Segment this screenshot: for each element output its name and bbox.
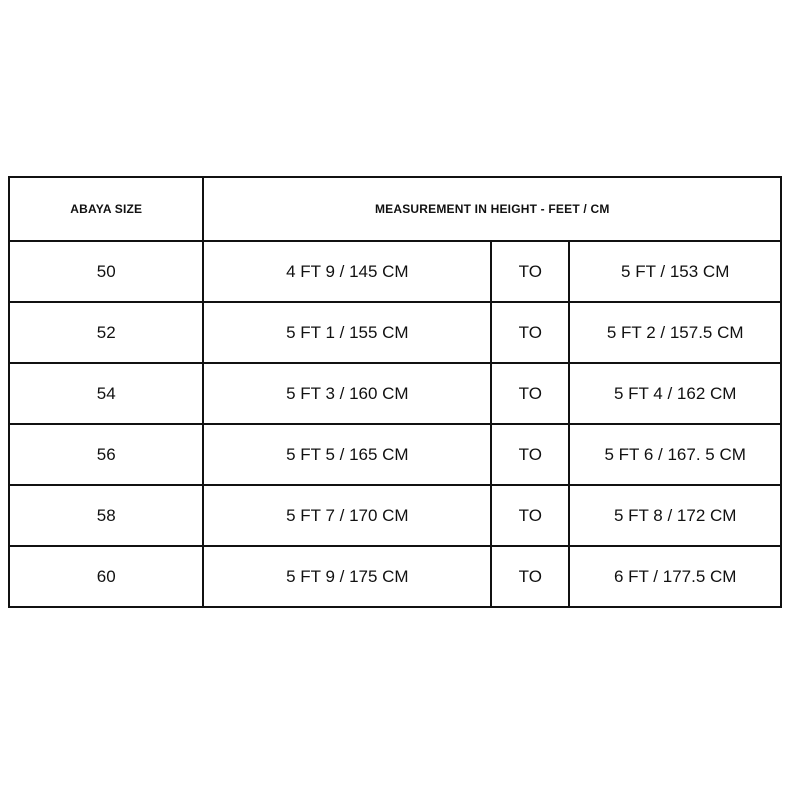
size-cell: 58 [9, 485, 203, 546]
size-cell: 50 [9, 241, 203, 302]
height-from-cell: 5 FT 9 / 175 CM [203, 546, 491, 607]
header-abaya-size: ABAYA SIZE [9, 177, 203, 241]
to-cell: TO [491, 424, 569, 485]
to-cell: TO [491, 302, 569, 363]
height-from-cell: 5 FT 1 / 155 CM [203, 302, 491, 363]
table-header-row [9, 177, 781, 241]
size-chart-table [8, 176, 782, 608]
to-cell: TO [491, 485, 569, 546]
table-row [9, 302, 781, 363]
to-cell: TO [491, 546, 569, 607]
height-from-cell: 5 FT 7 / 170 CM [203, 485, 491, 546]
height-from-cell: 5 FT 3 / 160 CM [203, 363, 491, 424]
size-cell: 52 [9, 302, 203, 363]
table-row [9, 546, 781, 607]
height-from-cell: 4 FT 9 / 145 CM [203, 241, 491, 302]
table-row [9, 241, 781, 302]
to-cell: TO [491, 363, 569, 424]
height-to-cell: 5 FT 4 / 162 CM [569, 363, 781, 424]
height-to-cell: 5 FT 8 / 172 CM [569, 485, 781, 546]
height-to-cell: 5 FT 2 / 157.5 CM [569, 302, 781, 363]
header-measurement: MEASUREMENT IN HEIGHT - FEET / CM [203, 177, 781, 241]
table-row [9, 485, 781, 546]
table-row [9, 363, 781, 424]
size-cell: 54 [9, 363, 203, 424]
table-row [9, 424, 781, 485]
height-to-cell: 6 FT / 177.5 CM [569, 546, 781, 607]
height-to-cell: 5 FT / 153 CM [569, 241, 781, 302]
to-cell: TO [491, 241, 569, 302]
height-from-cell: 5 FT 5 / 165 CM [203, 424, 491, 485]
size-cell: 56 [9, 424, 203, 485]
height-to-cell: 5 FT 6 / 167. 5 CM [569, 424, 781, 485]
size-cell: 60 [9, 546, 203, 607]
